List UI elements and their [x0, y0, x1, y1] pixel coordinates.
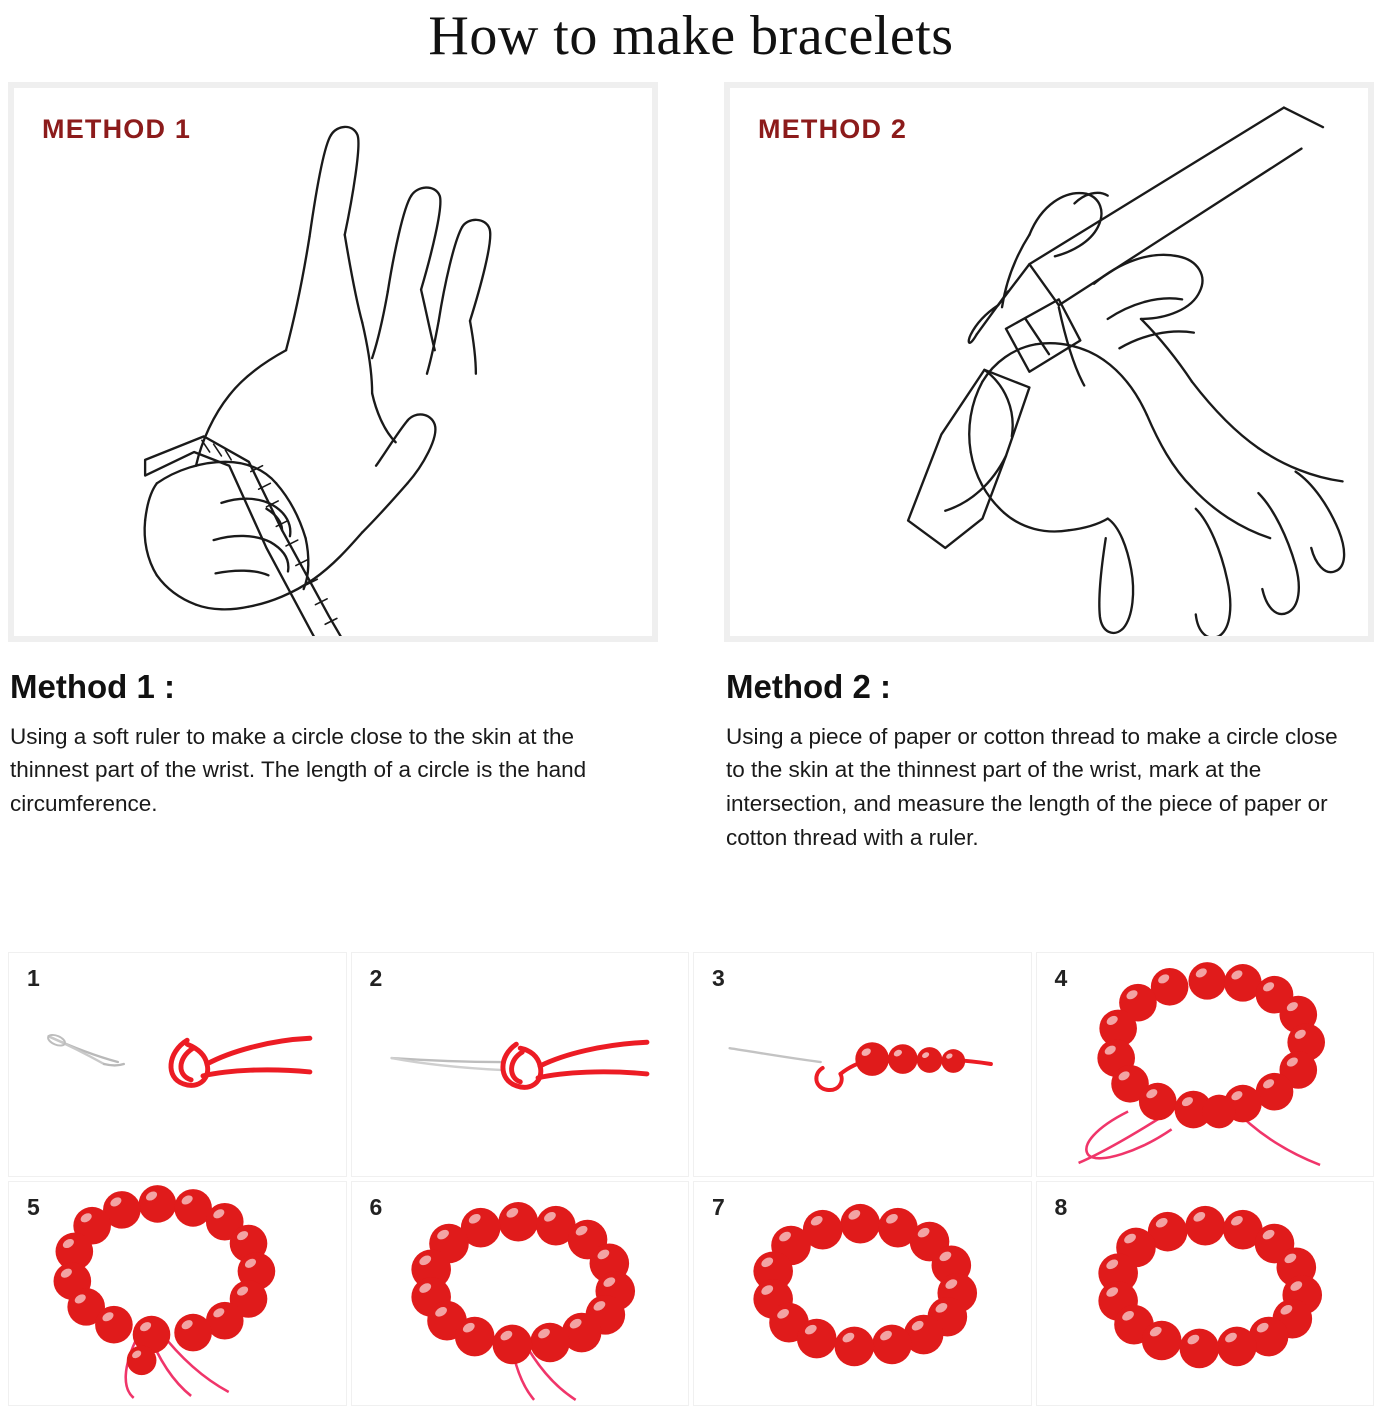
beaded-loop-closed-with-loose-ends-icon [1037, 953, 1374, 1176]
steps-grid [8, 952, 1374, 1406]
method-1-text: Using a soft ruler to make a circle close to the skin at the thinnest part of the wrist. The length of a circle is the hand circumference. [10, 723, 587, 817]
step-cell [351, 952, 690, 1177]
step-cell [351, 1181, 690, 1406]
beads-strung-on-cord-icon [694, 953, 1031, 1176]
method-1-column [8, 82, 658, 855]
page-title: How to make bracelets [428, 5, 954, 67]
step-number: 3 [712, 965, 725, 991]
method-1-badge: METHOD 1 [42, 113, 192, 144]
hand-marking-paper-strip-icon [730, 88, 1368, 636]
step-number: 8 [1054, 1194, 1068, 1220]
method-2-illustration-box [724, 82, 1374, 642]
method-2-text: Using a piece of paper or cotton thread to make a circle close to the skin at the thinnest part of the wrist, mark at the intersection, and measure the length of the piece of paper or cotton thread with a ruler. [726, 723, 1338, 850]
step-number: 6 [369, 1194, 383, 1220]
hand-with-soft-ruler-icon [14, 88, 652, 636]
method-2-heading: Method 2 : [726, 667, 891, 705]
step-number: 7 [712, 1194, 725, 1220]
step-number: 2 [369, 965, 383, 991]
step-cell [8, 1181, 347, 1406]
step-number: 1 [27, 965, 40, 991]
step-cell [693, 952, 1032, 1177]
step-cell [1036, 1181, 1375, 1406]
beaded-circle-with-knot-bead-icon [9, 1182, 346, 1405]
cord-threaded-through-needle-icon [352, 953, 689, 1176]
finished-beaded-bracelet-plain-icon [694, 1182, 1031, 1405]
method-2-badge: METHOD 2 [758, 113, 908, 144]
methods-row [0, 82, 1382, 855]
step-cell [693, 1181, 1032, 1406]
method-1-illustration-box [8, 82, 658, 642]
finished-beaded-bracelet-tightened-icon [1037, 1182, 1374, 1405]
step-cell [1036, 952, 1375, 1177]
step-number: 5 [27, 1194, 40, 1220]
beaded-bracelet-with-two-loose-ends-icon [352, 1182, 689, 1405]
step-number: 4 [1054, 965, 1068, 991]
method-1-heading: Method 1 : [10, 667, 175, 705]
method-2-column [724, 82, 1374, 855]
step-cell [8, 952, 347, 1177]
needle-and-folded-red-cord-icon [9, 953, 346, 1176]
